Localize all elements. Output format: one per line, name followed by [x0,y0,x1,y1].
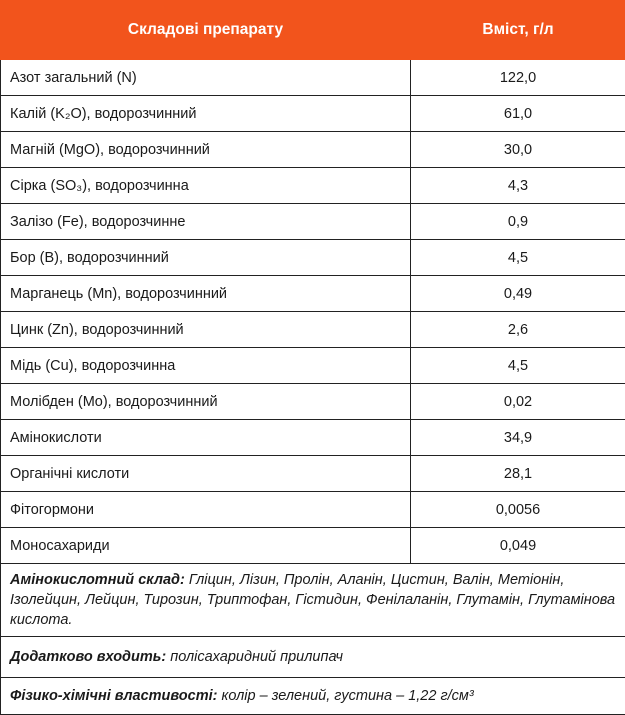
note-text: Гліцин, Лізин, Пролін, Аланін, Цистин, Валін, Метіонін, Ізолейцин, Лейцин, Тирозин, Триптофан, Гістидин, Фенілаланін, Глутамін, Глутамінова кислота. [10,572,615,628]
component-name: Молібден (Mo), водорозчинний [1,384,411,420]
note-row [1,637,625,678]
table-row [1,492,625,528]
table-row [1,420,625,456]
component-value: 2,6 [411,312,625,348]
table-row [1,168,625,204]
note [1,637,625,678]
note [1,564,625,637]
component-value: 4,5 [411,348,625,384]
component-name: Фітогормони [1,492,411,528]
component-value: 0,02 [411,384,625,420]
component-value: 0,49 [411,276,625,312]
component-name: Моносахариди [1,528,411,564]
component-name: Азот загальний (N) [1,60,411,96]
table-row [1,348,625,384]
table-row [1,528,625,564]
note-label: Фізико-хімічні властивості: [10,688,217,704]
component-value: 4,5 [411,240,625,276]
table-row [1,276,625,312]
component-value: 61,0 [411,96,625,132]
component-name: Цинк (Zn), водорозчинний [1,312,411,348]
table-row [1,96,625,132]
component-value: 28,1 [411,456,625,492]
note-row [1,564,625,637]
component-value: 122,0 [411,60,625,96]
component-value: 0,049 [411,528,625,564]
note-text: колір – зелений, густина – 1,22 г/см³ [217,688,473,704]
component-name: Калій (K₂O), водорозчинний [1,96,411,132]
component-value: 34,9 [411,420,625,456]
table-row [1,384,625,420]
header-content: Вміст, г/л [411,1,625,60]
component-name: Органічні кислоти [1,456,411,492]
table-row [1,204,625,240]
note-text: полісахаридний прилипач [166,649,343,665]
component-name: Мідь (Cu), водорозчинна [1,348,411,384]
table-row [1,456,625,492]
component-name: Бор (B), водорозчинний [1,240,411,276]
component-name: Залізо (Fe), водорозчинне [1,204,411,240]
component-name: Марганець (Mn), водорозчинний [1,276,411,312]
component-value: 4,3 [411,168,625,204]
component-name: Амінокислоти [1,420,411,456]
table-row [1,312,625,348]
note-label: Додатково входить: [10,649,166,665]
table-row [1,60,625,96]
component-value: 0,0056 [411,492,625,528]
table-header [1,1,625,60]
component-value: 0,9 [411,204,625,240]
table-row [1,132,625,168]
note-label: Амінокислотний склад: [10,572,185,588]
header-components: Складові препарату [1,1,411,60]
component-value: 30,0 [411,132,625,168]
component-name: Сірка (SO₃), водорозчинна [1,168,411,204]
table-row [1,240,625,276]
component-name: Магній (MgO), водорозчинний [1,132,411,168]
